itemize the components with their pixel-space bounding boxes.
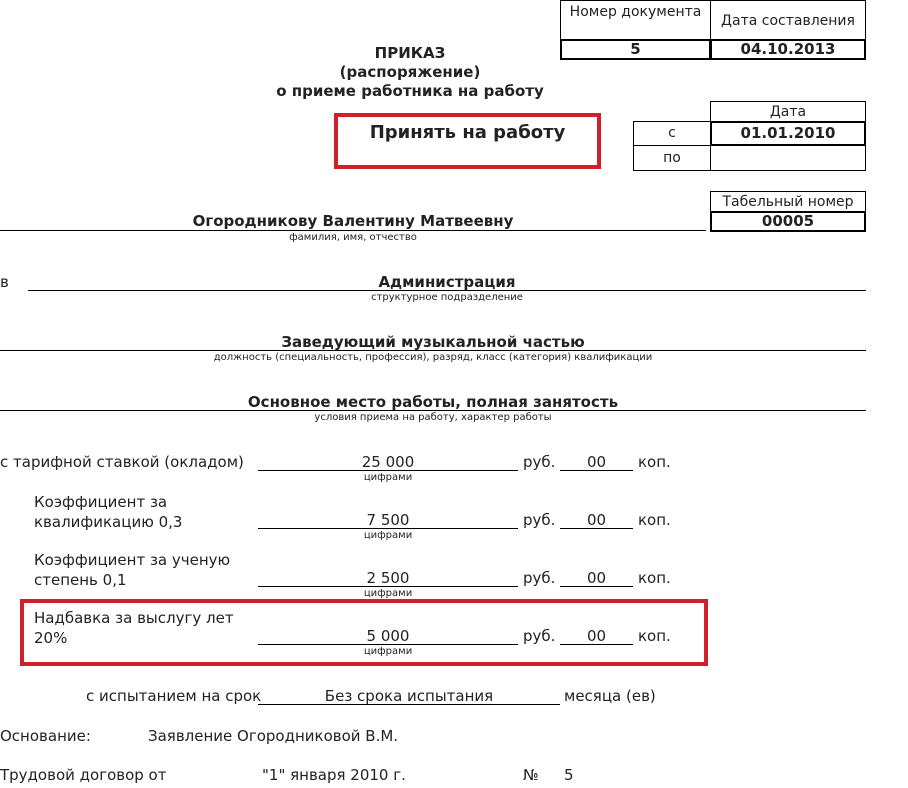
basis-value: Заявление Огородниковой В.М.: [148, 727, 399, 745]
date-header: Дата: [710, 101, 866, 122]
qualification-coefficient-label: Коэффициент за квалификацию 0,3: [34, 493, 183, 531]
degree-coefficient-label: Коэффициент за ученую степень 0,1: [34, 551, 231, 589]
employee-name-line: [0, 230, 706, 231]
probation-label: с испытанием на срок: [86, 687, 262, 705]
degree-coefficient-kop-label: коп.: [638, 569, 671, 587]
contract-number: 5: [564, 766, 574, 784]
degree-coefficient-kop-line: [560, 586, 633, 587]
position-line: [0, 350, 866, 351]
probation-line: [258, 704, 560, 705]
salary-rub-label: руб.: [523, 453, 556, 471]
seniority-bonus-caption: цифрами: [363, 646, 413, 657]
conditions-line: [0, 410, 866, 411]
position-caption: должность (специальность, профессия), разряд, класс (категория) квалификации: [213, 352, 653, 363]
position-value: Заведующий музыкальной частью: [281, 333, 585, 351]
order-title: [250, 44, 570, 101]
doc-number-value: 5: [560, 39, 711, 60]
title-line-1: ПРИКАЗ: [374, 44, 446, 62]
seniority-bonus-rub-label: руб.: [523, 627, 556, 645]
qualification-coefficient-kop-value: 00: [586, 511, 607, 529]
salary-kop-line: [560, 470, 633, 471]
date-from-label: с: [633, 121, 711, 146]
department-value: Администрация: [378, 273, 516, 291]
employee-name: Огородникову Валентину Матвеевну: [192, 212, 514, 230]
personnel-number-value: 00005: [710, 211, 866, 232]
seniority-bonus-label: Надбавка за выслугу лет 20%: [34, 609, 234, 647]
qualification-coefficient-caption: цифрами: [363, 530, 413, 541]
doc-date-value: 04.10.2013: [710, 39, 866, 60]
conditions-value: Основное место работы, полная занятость: [247, 393, 619, 411]
seniority-bonus-kop-line: [560, 644, 633, 645]
department-line: [28, 290, 866, 291]
doc-date-header: Дата составления: [710, 0, 866, 40]
contract-number-label: №: [523, 766, 539, 784]
conditions-caption: условия приема на работу, характер работы: [314, 412, 552, 423]
salary-amount: 25 000: [361, 453, 415, 471]
date-to-label: по: [633, 145, 711, 171]
salary-kop-value: 00: [586, 453, 607, 471]
degree-coefficient-rub-label: руб.: [523, 569, 556, 587]
degree-coefficient-line: [258, 586, 518, 587]
qualification-coefficient-kop-label: коп.: [638, 511, 671, 529]
degree-coefficient-amount: 2 500: [366, 569, 410, 587]
date-to-value: [710, 145, 866, 171]
seniority-bonus-kop-value: 00: [586, 627, 607, 645]
qualification-coefficient-kop-line: [560, 528, 633, 529]
probation-value: Без срока испытания: [324, 687, 494, 705]
salary-kop-label: коп.: [638, 453, 671, 471]
department-prefix: в: [0, 273, 9, 291]
title-line-2: (распоряжение): [339, 63, 481, 81]
salary-amount-line: [258, 470, 518, 471]
seniority-bonus-line: [258, 644, 518, 645]
salary-label: с тарифной ставкой (окладом): [0, 453, 244, 471]
salary-caption: цифрами: [363, 472, 413, 483]
degree-coefficient-kop-value: 00: [586, 569, 607, 587]
title-line-3: о приеме работника на работу: [276, 82, 544, 100]
personnel-number-header: Табельный номер: [710, 191, 866, 212]
seniority-bonus-kop-label: коп.: [638, 627, 671, 645]
employee-name-caption: фамилия, имя, отчество: [289, 232, 417, 243]
qualification-coefficient-line: [258, 528, 518, 529]
seniority-bonus-amount: 5 000: [366, 627, 410, 645]
contract-label: Трудовой договор от: [0, 766, 167, 784]
degree-coefficient-caption: цифрами: [363, 588, 413, 599]
qualification-coefficient-rub-label: руб.: [523, 511, 556, 529]
date-from-value: 01.01.2010: [710, 121, 866, 146]
contract-date: "1" января 2010 г.: [262, 766, 406, 784]
action-text: Принять на работу: [369, 122, 566, 143]
probation-unit: месяца (ев): [564, 687, 656, 705]
basis-label: Основание:: [0, 727, 91, 745]
qualification-coefficient-amount: 7 500: [366, 511, 410, 529]
doc-number-header: Номер документа: [560, 0, 711, 40]
department-caption: структурное подразделение: [371, 292, 523, 303]
